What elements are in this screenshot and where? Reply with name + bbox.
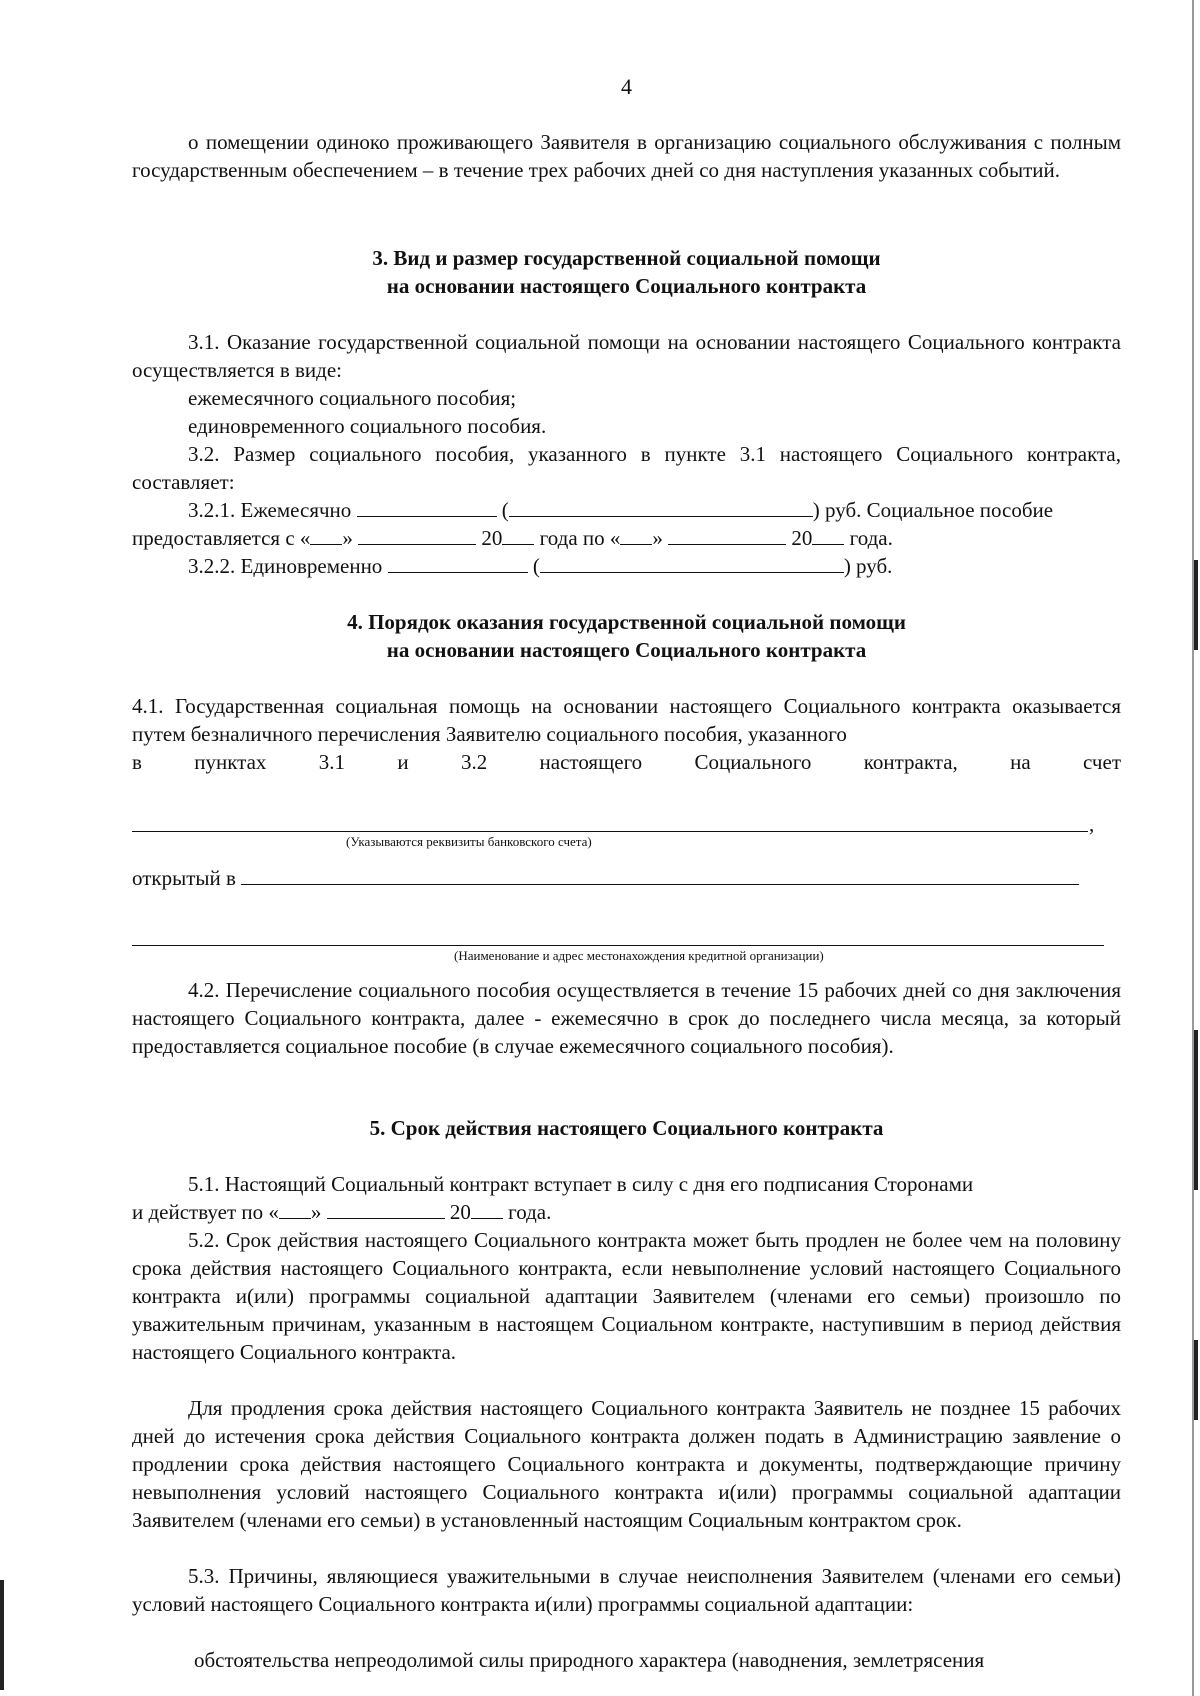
bank-account-line[interactable] (132, 831, 1088, 832)
clause-4-1-last-line: в пунктах 3.1 и 3.2 настоящего Социального контракта, на счет (132, 750, 1121, 774)
lumpsum-amount-blank[interactable] (388, 552, 528, 573)
clause-3-2-2-label: 3.2.2. Единовременно (188, 554, 383, 578)
clause-5-1-line1: 5.1. Настоящий Социальный контракт вступает в силу с дня его подписания Сторонами (188, 1172, 974, 1196)
section-4-title-line1: 4. Порядок оказания государственной социальной помощи (347, 610, 906, 634)
clause-5-3-item: обстоятельства непреодолимой силы природного характера (наводнения, землетрясения (194, 1648, 985, 1672)
clause-3-2-1-line1: 3.2.1. Ежемесячно ( ) руб. Социальное пособие (188, 498, 1054, 522)
clause-3-2-1-tail: Социальное пособие (866, 498, 1054, 522)
clause-5-1-line2: и действует по « » 20 года. (132, 1200, 552, 1224)
clause-5-2-extension: Для продления срока действия настоящего Социального контракта Заявитель не позднее 15 рабочих дней до истечения срока действия Социального контракта должен подать в Администрацию заявление о продлении срока действия настоящего Социального контракта и документы, подтверждающие причину невыполнения условий настоящего Социального контракта и(или) программы социальной адаптации Заявителем (членами его семьи) в установленный настоящим Социальным контрактом срок. (132, 1396, 1121, 1532)
credit-org-line[interactable] (132, 945, 1104, 946)
opened-in-label: открытый в (132, 866, 236, 890)
scan-edge-right (1192, 0, 1194, 1696)
monthly-amount-words-blank[interactable] (509, 496, 813, 517)
scan-edge-right-mark2 (1194, 1030, 1198, 1190)
valid-until-month-blank[interactable] (327, 1198, 445, 1219)
clause-3-2-1-line2: предоставляется с « » 20 года по « » 20 года. (132, 526, 893, 550)
monthly-amount-blank[interactable] (357, 496, 497, 517)
scan-edge-right-mark3 (1194, 1340, 1198, 1420)
section-3-title-line1: 3. Вид и размер государственной социальной помощи (372, 246, 881, 270)
start-year-blank[interactable] (502, 524, 534, 545)
clause-5-2: 5.2. Срок действия настоящего Социального контракта может быть продлен не более чем на половину срока действия настоящего Социального контракта, если невыполнение условий настоящего Социального контракта и(или) программы социальной адаптации Заявителем (членами его семьи) произошло по уважительным причинам, указанным в настоящем Социальном контракте, наступившим в период действия настоящего Социального контракта. (132, 1228, 1121, 1364)
credit-org-caption: (Наименование и адрес местонахождения кредитной организации) (454, 948, 824, 963)
intro-paragraph: о помещении одиноко проживающего Заявителя в организацию социального обслуживания с полным государственным обеспечением – в течение трех рабочих дней со дня наступления указанных событий. (132, 130, 1121, 182)
clause-3-1: 3.1. Оказание государственной социальной помощи на основании настоящего Социального контракта осуществляется в виде: (132, 330, 1121, 382)
lumpsum-amount-words-blank[interactable] (540, 552, 844, 573)
scan-edge-left-mark (0, 1580, 4, 1690)
valid-until-day-blank[interactable] (279, 1198, 311, 1219)
start-month-blank[interactable] (358, 524, 476, 545)
start-day-blank[interactable] (310, 524, 342, 545)
clause-3-1-item-lumpsum: единовременного социального пособия. (188, 414, 547, 438)
section-4-title-line2: на основании настоящего Социального контракта (386, 638, 867, 662)
clause-3-2-2: 3.2.2. Единовременно ( ) руб. (188, 554, 893, 578)
clause-5-3: 5.3. Причины, являющиеся уважительными в случае неисполнения Заявителем (членами его семьи) условий настоящего Социального контракта и(или) программы социальной адаптации: (132, 1564, 1121, 1616)
end-day-blank[interactable] (620, 524, 652, 545)
clause-3-2-1-label: 3.2.1. Ежемесячно (188, 498, 352, 522)
clause-4-1: 4.1. Государственная социальная помощь на основании настоящего Социального контракта оказывается путем безналичного перечисления Заявителю социального пособия, указанного (132, 694, 1121, 746)
opened-in-blank[interactable] (241, 864, 1079, 885)
page-number: 4 (621, 74, 632, 99)
clause-3-1-item-monthly: ежемесячного социального пособия; (188, 386, 517, 410)
section-5-title: 5. Срок действия настоящего Социального контракта (369, 1116, 884, 1140)
bank-account-caption: (Указываются реквизиты банковского счета) (346, 834, 592, 849)
opened-in-line (132, 864, 1121, 892)
scan-edge-right-mark1 (1194, 560, 1198, 650)
section-3-title-line2: на основании настоящего Социального контракта (386, 274, 867, 298)
end-year-blank[interactable] (812, 524, 844, 545)
clause-3-2: 3.2. Размер социального пособия, указанного в пункте 3.1 настоящего Социального контракта, составляет: (132, 442, 1121, 494)
valid-until-year-blank[interactable] (471, 1198, 503, 1219)
bank-line-comma: , (1089, 812, 1095, 836)
end-month-blank[interactable] (668, 524, 786, 545)
clause-4-2: 4.2. Перечисление социального пособия осуществляется в течение 15 рабочих дней со дня заключения настоящего Социального контракта, далее - ежемесячно в срок до последнего числа месяца, за который предоставляется социальное пособие (в случае ежемесячного социального пособия). (132, 978, 1121, 1058)
